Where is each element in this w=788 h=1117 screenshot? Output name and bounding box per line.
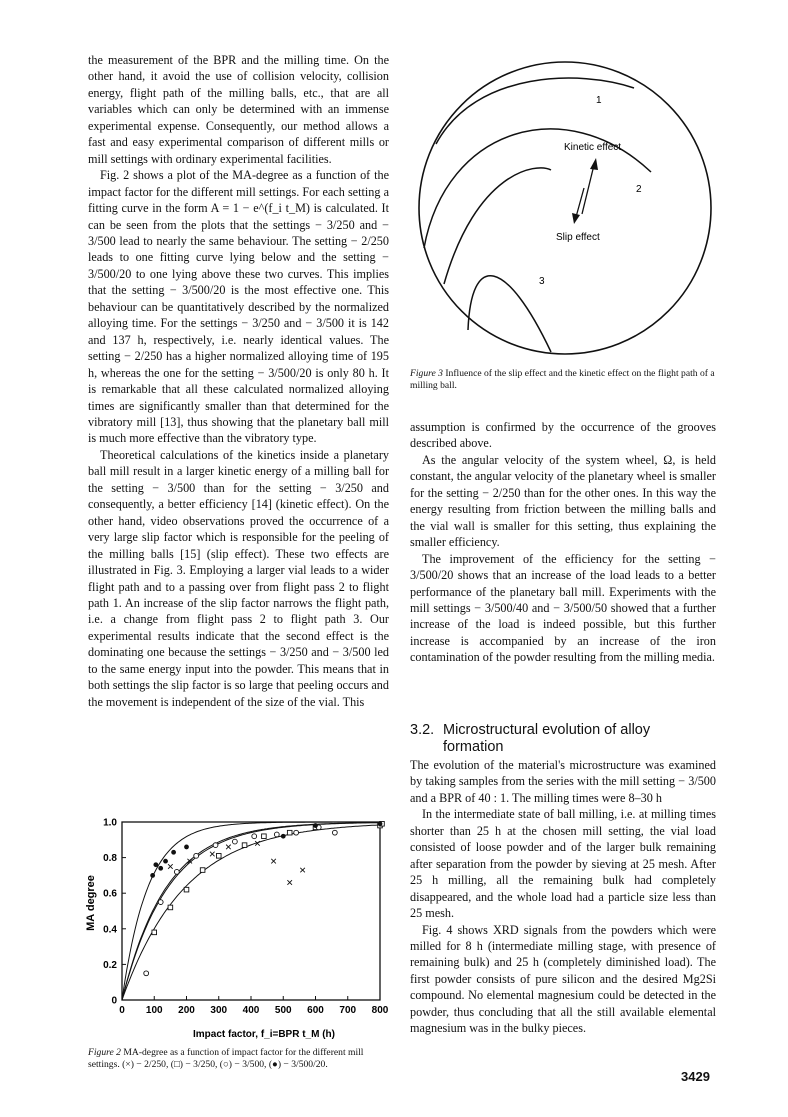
x-tick-label: 700 [339,1005,357,1016]
x-tick-label: 800 [371,1005,389,1016]
paragraph: assumption is confirmed by the occurrence of the grooves described above. [410,420,716,451]
data-point-circle [158,900,163,905]
data-point-circle [194,853,199,858]
data-point-square [262,834,267,839]
section-heading [410,722,716,756]
x-tick-label: 300 [210,1005,228,1016]
path-label-1: 1 [596,95,602,106]
data-point-square [184,887,189,892]
kinetic-effect-label: Kinetic effect [564,142,622,153]
plot-frame [122,822,380,1000]
right-column-bottom [410,757,716,1037]
paragraph: Theoretical calculations of the kinetics inside a planetary ball mill result in a larger kinetic energy of a milling ball for the setting − 3/500 than for the setting − 3/250 and consequently, a better efficiency [14] (kinetic effect). On the other hand, video observations proved the occurrence of a very large slip factor which is responsible for the peeling of the milling balls [15] (slip effect). These two effects are illustrated in Fig. 3. Employing a larger vial leads to a wider flight path and to a passing over from flight pass 2 to flight path 1. An increase of the slip factor narrows the flight path, i.e. a change from flight pass 2 to flight path 3. Our experimental results indicate that the second effect is the dominating one because the settings − 3/250 and − 3/500 led to the same energy input into the powder. This means that in both settings the slip factor is so large that peeling occurs and the movement is independent of the size of the vial. This [88,447,389,709]
x-tick-label: 100 [145,1005,163,1016]
left-column [88,52,389,710]
y-tick-label: 0.8 [103,853,117,865]
data-point-circle [174,869,179,874]
paragraph: The improvement of the efficiency for the setting − 3/500/20 shows that an increase of the load leads to a better performance of the planetary ball mill. Experiments with the mill settings − 3/500/40 and − 3/500/50 showed that a further increase of the load is indeed possible, but this further increase is accompanied by an increase of the iron contamination of the powder resulting from the milling media. [410,551,716,665]
data-point-dot [281,834,286,839]
caption-label: Figure 3 [410,368,443,379]
section-title-line2: formation [443,739,504,755]
data-point-square [287,830,292,835]
slip-effect-label: Slip effect [556,232,600,243]
fit-curve [122,823,380,1001]
data-point-dot [171,850,176,855]
x-tick-label: 200 [178,1005,195,1016]
x-tick-label: 500 [274,1005,292,1016]
fit-curve [122,823,380,1000]
data-point-square [152,930,157,935]
caption-text: MA-degree as a function of impact factor for the different mill settings. (×) − 2/250, (□) − 3/250, (○) − 3/500, (●) − 3/500/20. [88,1047,364,1070]
data-point-dot [378,821,383,826]
data-point-square [242,843,247,848]
paragraph: Fig. 2 shows a plot of the MA-degree as a function of the impact factor for the different mill settings. For each setting a fitting curve in the form A = 1 − e^(f_i t_M) is calculated. It can be seen from the plots that the settings − 3/250 and − 3/500 lead to nearly the same behaviour. The setting − 2/250 leads to one fitting curve lying below and the setting − 3/500/20 to one lying above these two curves. This implies that the setting − 3/500/20 is the most effective one. This behaviour can be quantitatively described by the normalized alloying time. For the settings − 3/250 and − 3/500 it is 142 and 137 h, respectively, i.e. nearly identical values. The setting − 2/250 has a higher normalized alloying time of 195 h, whereas the one for the setting − 3/500/20 is only 80 h. It is remarkable that all these calculated normalized alloying times are significantly smaller than that determined for the vibratory mill [13], thus showing that the planetary ball mill is much more effective than the vibratory type. [88,168,389,446]
data-point-dot [313,823,318,828]
paragraph: the measurement of the BPR and the milling time. On the other hand, it avoid the use of collision velocity, collision energy, flight path of the milling balls, etc., that are all variables which can only be determined with an immense experimental expense. Consequently, our method allows a fast and easy experimental comparison of different mills or mill settings with ordinary experimental facilities. [88,53,389,166]
data-point-square [216,854,221,859]
data-point-circle [144,971,149,976]
data-point-circle [294,830,299,835]
y-tick-label: 0.2 [103,959,117,971]
x-axis-label: Impact factor, f_i=BPR t_M (h) [193,1029,335,1040]
figure-2-caption [88,1047,390,1071]
data-point-dot [163,859,168,864]
x-tick-label: 0 [119,1005,125,1016]
data-point-dot [184,845,189,850]
fit-curve [122,825,380,1000]
flight-path-1 [436,78,634,144]
x-tick-label: 600 [307,1005,324,1016]
paragraph: Fig. 4 shows XRD signals from the powders which were milled for 8 h (intermediate milling stage, with presence of remaining bulk) and 25 h (completely diminished load). The first powder consists of pure silicon and the desired Mg2Si compound. No elemental magnesium could be detected in the powder, thus concluding that all the still available elemental magnesium was in the bulky pieces. [410,922,716,1036]
path-label-3: 3 [539,276,545,287]
paragraph: The evolution of the material's microstructure was examined by taking samples from the series with the mill setting − 3/500 and a BPR of 40 : 1. The milling times were 8–30 h [410,758,716,805]
y-tick-label: 1.0 [103,817,117,829]
slip-arrow-head [572,213,580,224]
caption-label: Figure 2 [88,1047,121,1058]
data-point-cross [300,868,305,873]
flight-path-2-inner [444,168,551,284]
flight-path-3 [468,276,551,352]
section-number: 3.2. [410,722,435,738]
data-point-cross [210,852,215,857]
kinetic-arrow-head [590,158,598,170]
section-title-line1: Microstructural evolution of alloy [443,722,651,738]
data-point-dot [158,866,163,871]
y-axis-label: MA degree [85,875,97,931]
data-point-circle [232,839,237,844]
data-point-dot [153,862,158,867]
data-point-circle [274,832,279,837]
page-number: 3429 [681,1069,710,1084]
y-tick-label: 0 [111,995,117,1007]
data-point-cross [226,845,231,850]
y-tick-label: 0.4 [103,924,117,936]
data-point-square [200,868,205,873]
paragraph: As the angular velocity of the system wheel, Ω, is held constant, the angular velocity of the planetary wheel is smaller for the setting − 2/250 than for the other ones. In this way the energy resulting from friction between the milling balls and the vial wall is smaller for this setting, thus explaining the smaller efficiency. [410,452,716,550]
data-point-cross [168,864,173,869]
figure-2-chart [84,808,394,1043]
data-point-circle [213,843,218,848]
right-column-top [410,419,716,666]
x-tick-label: 400 [242,1005,260,1016]
fit-curve [122,822,380,1000]
path-label-2: 2 [636,184,642,195]
data-point-circle [252,834,257,839]
data-point-cross [287,880,292,885]
figure-3-diagram [416,52,716,364]
data-point-dot [150,873,155,878]
y-tick-label: 0.6 [103,888,117,900]
paragraph: In the intermediate state of ball milling, i.e. at milling times shorter than 25 h at the chosen mill setting, the vial load consisted of loose powder and of the larger bulk remaining after separation from the powder by sieving at 25 mesh. After 25 h milling, all the remaining bulk had completely disappeared, and the whole load had a particle size less than 25 mesh. [410,807,716,921]
data-point-circle [332,830,337,835]
figure-3-caption [410,368,716,392]
data-point-cross [271,859,276,864]
data-point-square [168,905,173,910]
caption-text: Influence of the slip effect and the kinetic effect on the flight path of a milling ball. [410,368,715,391]
